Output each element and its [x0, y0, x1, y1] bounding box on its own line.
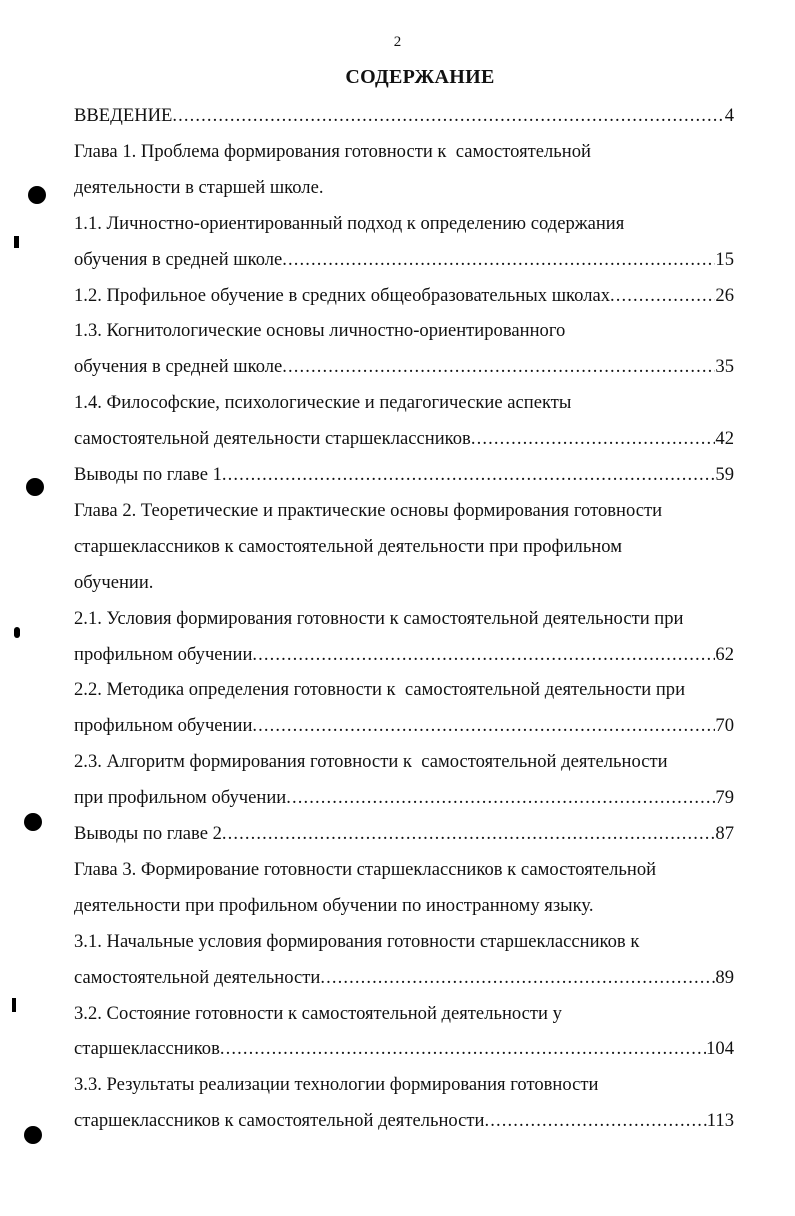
- toc-leader-dots: [222, 457, 716, 493]
- toc-entry-title: профильном обучении: [74, 643, 253, 665]
- punch-hole: [24, 813, 42, 831]
- toc-line: [74, 313, 565, 349]
- toc-line: [74, 134, 591, 170]
- toc-line: [74, 385, 571, 421]
- toc-entry-text: деятельности при профильном обучении по иностранному языку.: [74, 894, 594, 916]
- toc-line: [74, 349, 734, 385]
- toc-page-number: 26: [715, 284, 734, 306]
- toc-entry-text: обучении.: [74, 571, 154, 593]
- toc-page-number: 87: [715, 823, 734, 844]
- toc-entry-title: обучения в средней школе: [74, 356, 283, 378]
- toc-line: [74, 98, 734, 134]
- toc-page-number: 62: [715, 643, 734, 665]
- toc-page-number: 79: [715, 787, 734, 809]
- toc-leader-dots: [282, 349, 715, 385]
- toc-line: [74, 493, 662, 529]
- toc-entry-text: 2.3. Алгоритм формирования готовности к самостоятельной деятельности: [74, 751, 668, 773]
- toc-page-number: 4: [724, 105, 734, 126]
- toc-entry-title: при профильном обучении: [74, 787, 287, 809]
- toc-line: [74, 529, 622, 565]
- toc-line: [74, 242, 734, 278]
- toc-line: [74, 1031, 734, 1067]
- toc-leader-dots: [282, 242, 715, 278]
- toc-leader-dots: [471, 421, 716, 457]
- toc-leader-dots: [252, 637, 715, 673]
- toc-entry-text: старшеклассников к самостоятельной деятельности при профильном: [74, 535, 622, 557]
- toc-entry-text: Глава 1. Проблема формирования готовности к самостоятельной: [74, 140, 591, 162]
- punch-hole: [24, 1126, 42, 1144]
- toc-leader-dots: [610, 278, 715, 314]
- toc-entry-title: Выводы по главе 1: [74, 464, 222, 485]
- toc-line: [74, 672, 685, 708]
- page-number: 2: [393, 34, 402, 50]
- toc-entry-title: старшеклассников к самостоятельной деятельности: [74, 1110, 485, 1132]
- scan-mark: [12, 998, 16, 1012]
- toc-entry-text: 1.3. Когнитологические основы личностно-ориентированного: [74, 320, 566, 342]
- toc-page-number: 104: [706, 1038, 734, 1060]
- toc-leader-dots: [252, 708, 715, 744]
- toc-entry-text: 1.1. Личностно-ориентированный подход к определению содержания: [74, 212, 625, 234]
- toc-entry-text: 3.1. Начальные условия формирования готовности старшеклассников к: [74, 930, 640, 952]
- toc-page-number: 42: [715, 428, 734, 450]
- toc-page-number: 89: [715, 966, 734, 988]
- toc-line: [74, 1103, 734, 1139]
- toc-line: [74, 206, 624, 242]
- punch-hole: [26, 478, 44, 496]
- page-title: СОДЕРЖАНИЕ: [345, 66, 495, 88]
- toc-entry-text: 2.1. Условия формирования готовности к самостоятельной деятельности при: [74, 607, 684, 629]
- toc-entry-text: 3.3. Результаты реализации технологии формирования готовности: [74, 1074, 599, 1096]
- toc-leader-dots: [222, 816, 716, 852]
- toc-leader-dots: [485, 1103, 707, 1139]
- toc-leader-dots: [286, 780, 715, 816]
- toc-entry-title: обучения в средней школе: [74, 248, 283, 270]
- scan-mark: [14, 236, 19, 248]
- toc-line: [74, 852, 656, 888]
- toc-line: [74, 708, 734, 744]
- toc-entry-text: Глава 2. Теоретические и практические основы формирования готовности: [74, 499, 663, 521]
- toc-line: [74, 816, 734, 852]
- toc-entry-text: деятельности в старшей школе.: [74, 176, 324, 198]
- toc-line: [74, 960, 734, 996]
- toc-entry-text: Глава 3. Формирование готовности старшеклассников к самостоятельной: [74, 858, 657, 880]
- toc-line: [74, 457, 734, 493]
- punch-hole: [28, 186, 46, 204]
- toc-entry-title: 1.2. Профильное обучение в средних общеобразовательных школах: [74, 284, 611, 306]
- toc-line: [74, 601, 684, 637]
- toc-line: [74, 1067, 598, 1103]
- toc-line: [74, 780, 734, 816]
- toc-leader-dots: [320, 960, 715, 996]
- toc-entry-title: Выводы по главе 2: [74, 823, 222, 844]
- toc-entry-title: профильном обучении: [74, 715, 253, 737]
- toc-line: [74, 565, 153, 601]
- toc-page-number: 113: [706, 1110, 734, 1132]
- toc-entry-text: 3.2. Состояние готовности к самостоятельной деятельности у: [74, 1002, 562, 1024]
- toc-line: [74, 637, 734, 673]
- toc-line: [74, 996, 562, 1032]
- toc-entry-text: 2.2. Методика определения готовности к самостоятельной деятельности при: [74, 679, 686, 701]
- scan-mark: [14, 627, 20, 638]
- toc-entry-title: ВВЕДЕНИЕ: [74, 105, 173, 126]
- toc-entry-text: 1.4. Философские, психологические и педагогические аспекты: [74, 392, 572, 414]
- toc-line: [74, 888, 594, 924]
- toc-line: [74, 421, 734, 457]
- toc-line: [74, 744, 668, 780]
- toc-line: [74, 924, 639, 960]
- toc-line: [74, 170, 323, 206]
- toc-entry-title: самостоятельной деятельности: [74, 966, 321, 988]
- toc-entry-title: старшеклассников: [74, 1038, 220, 1060]
- toc-page-number: 70: [715, 715, 734, 737]
- toc-page-number: 35: [715, 356, 734, 378]
- toc-page-number: 59: [715, 464, 734, 485]
- toc-leader-dots: [172, 98, 724, 134]
- toc-entry-title: самостоятельной деятельности старшеклассников: [74, 428, 471, 450]
- toc-page-number: 15: [715, 248, 734, 270]
- toc-line: [74, 278, 734, 314]
- toc-leader-dots: [220, 1031, 706, 1067]
